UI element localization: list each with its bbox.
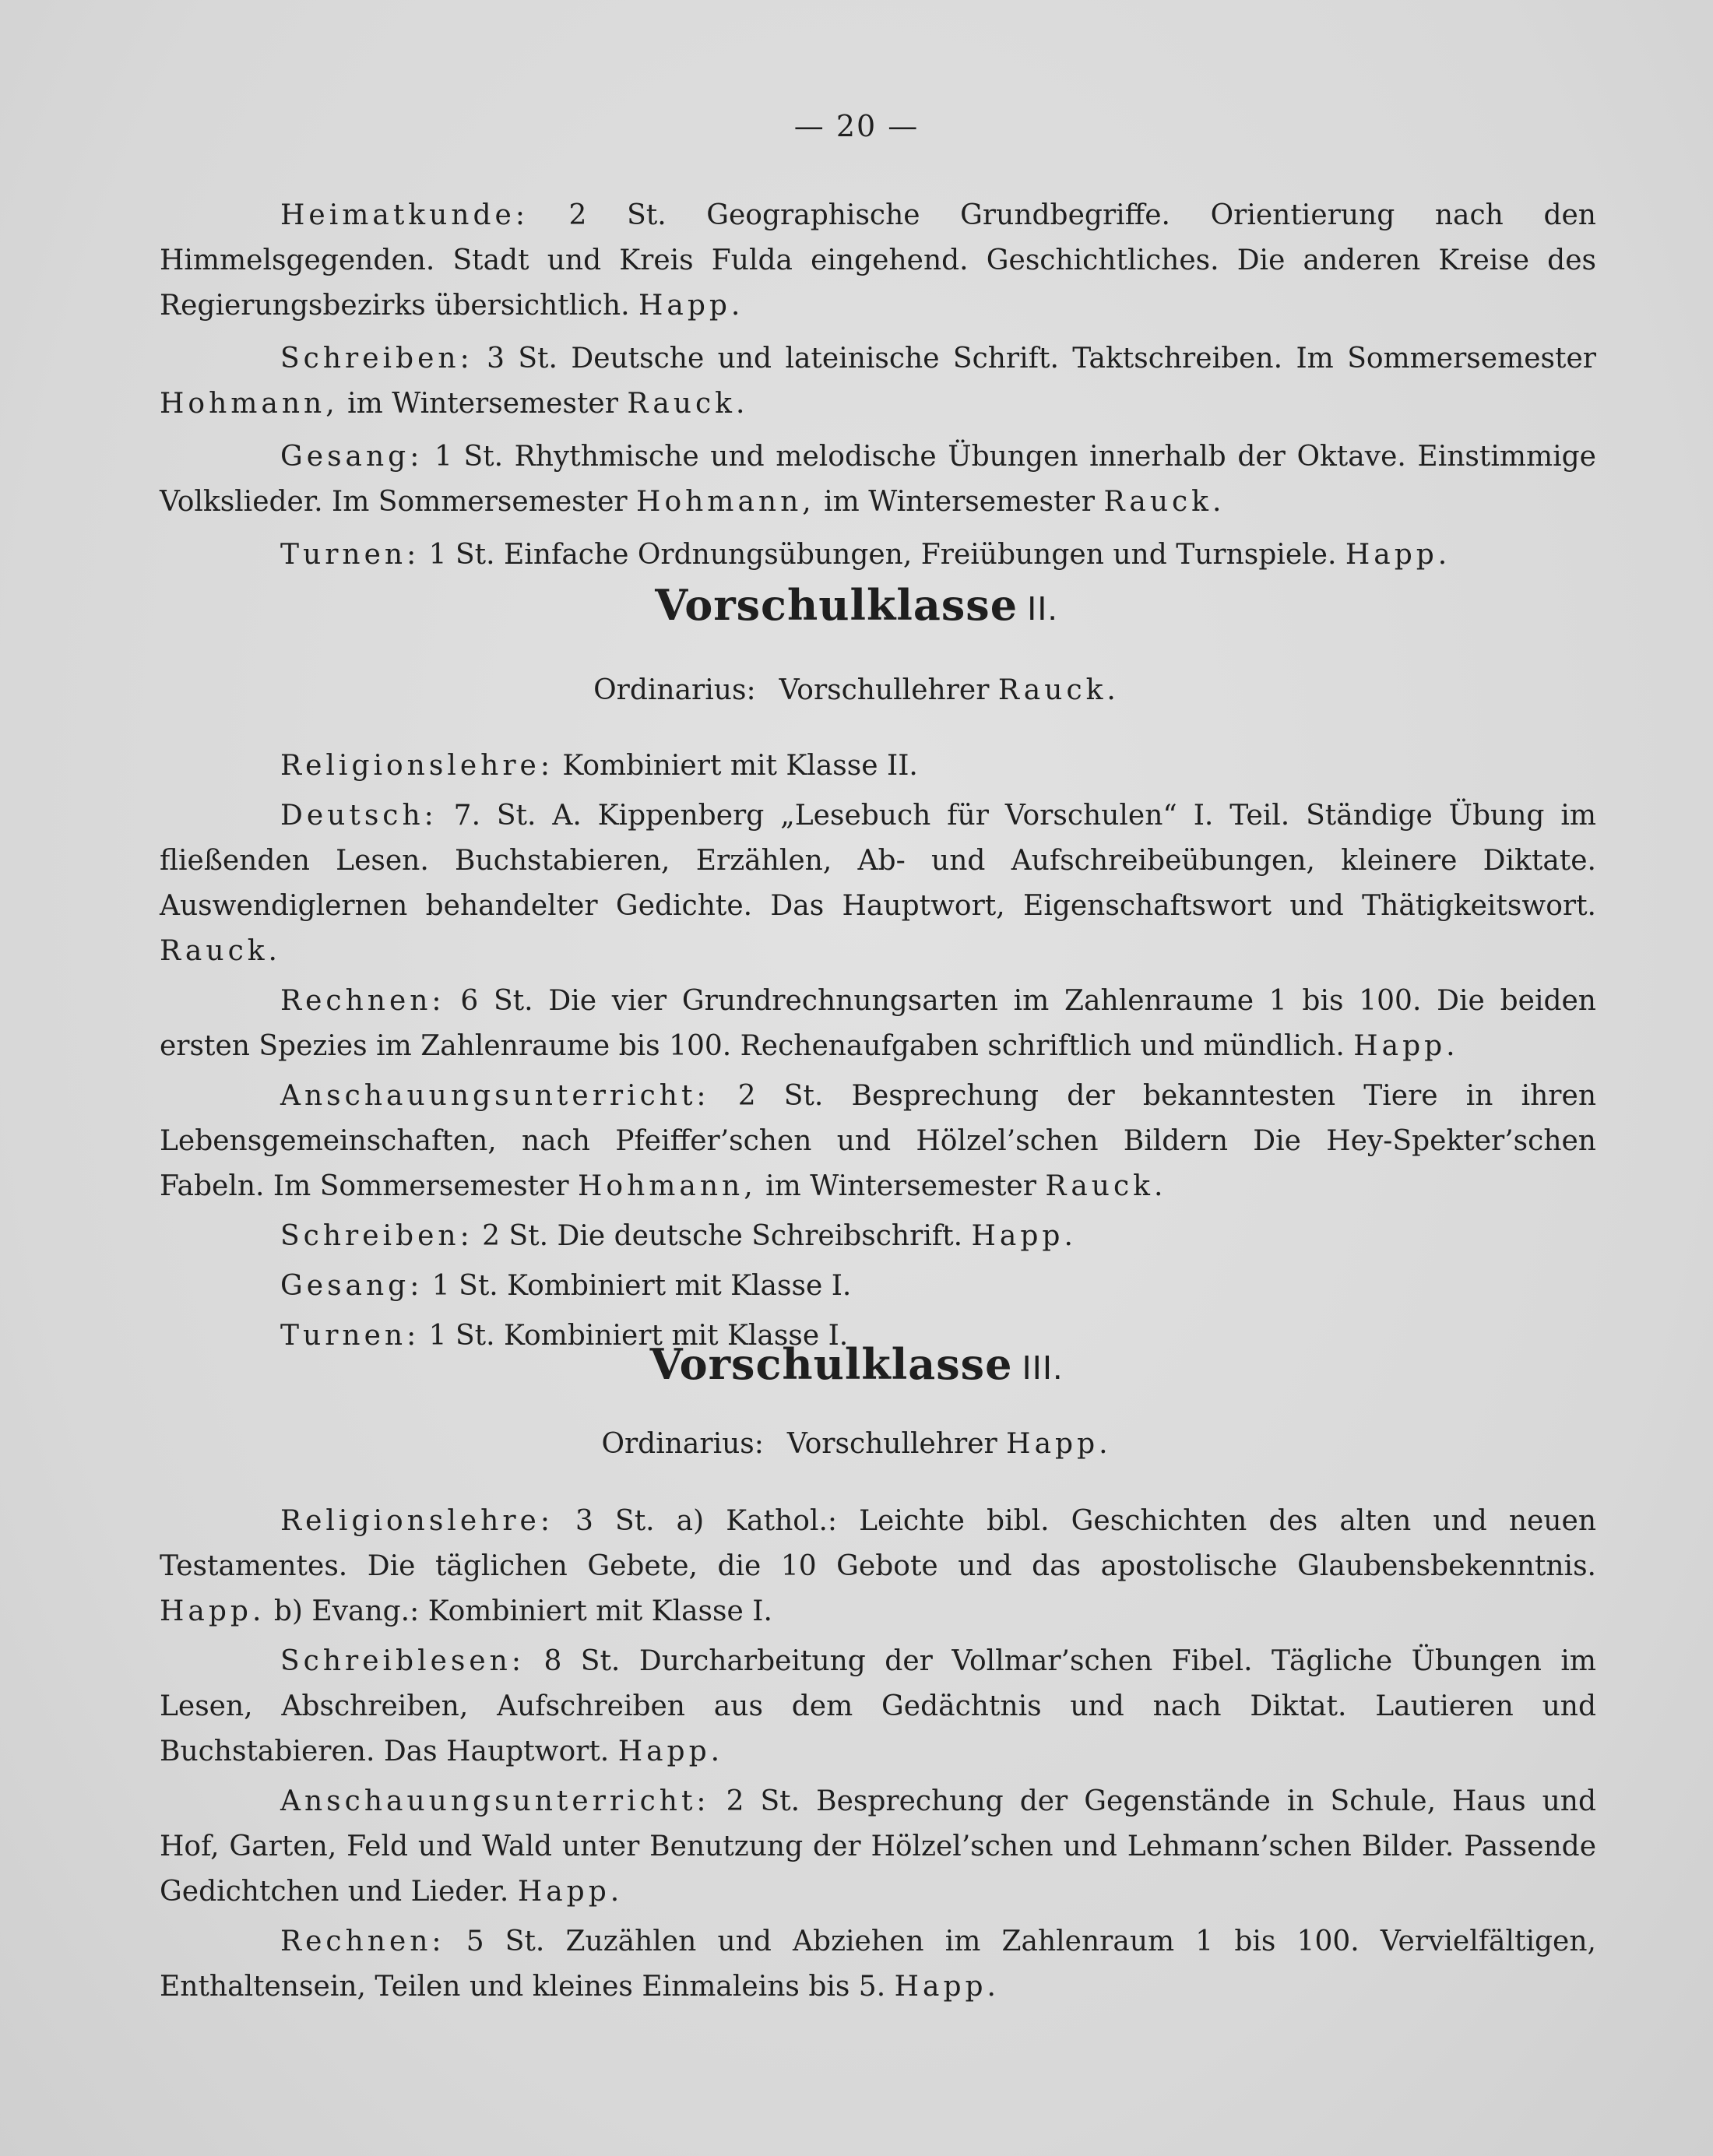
section-heading-text: Vorschulklasse xyxy=(655,580,1018,630)
section-iii-block xyxy=(160,1499,1596,2010)
paragraph-rechnen-iii: Rechnen: 5 St. Zuzählen und Abziehen im Zahlenraum 1 bis 100. Vervielfältigen, Enthaltensein, Teilen und kleines Einmaleins bis 5. Happ. xyxy=(160,1926,1596,2003)
paragraph-turnen: Turnen: 1 St. Einfache Ordnungsübungen, Freiübungen und Turnspiele. Happ. xyxy=(280,539,1451,571)
paragraph-deutsch: Deutsch: 7. St. A. Kippenberg „Lesebuch für Vorschulen“ I. Teil. Ständige Übung im fließenden Lesen. Buchstabieren, Erzählen, Ab- und Aufschreibeübungen, kleinere Diktate. Auswendiglernen behandelter Gedichte. Das Hauptwort, Eigenschaftswort und Thätigkeitswort. Rauck. xyxy=(160,800,1596,967)
paragraph-anschauungsunterricht: Anschauungsunterricht: 2 St. Besprechung der bekanntesten Tiere in ihren Lebensgemeinschaften, nach Pfeiffer’schen und Hölzel’schen Bildern Die Hey-Spekter’schen Fabeln. Im Sommersemester Hohmann, im Wintersemester Rauck. xyxy=(160,1080,1596,1202)
paragraph-schreiben-ii: Schreiben: 2 St. Die deutsche Schreibschrift. Happ. xyxy=(280,1220,1077,1252)
ordinarius-ii: Ordinarius: Vorschullehrer Rauck. xyxy=(593,674,1120,706)
page-number: — 20 — xyxy=(793,109,920,143)
paragraph-religionslehre-iii: Religionslehre: 3 St. a) Kathol.: Leichte bibl. Geschichten des alten und neuen Testamentes. Die täglichen Gebete, die 10 Gebote und das apostolische Glaubensbekenntnis. Happ. b) Evang.: Kombiniert mit Klasse I. xyxy=(160,1505,1596,1627)
paragraph-anschauungsunterricht-iii: Anschauungsunterricht: 2 St. Besprechung der Gegenstände in Schule, Haus und Hof, Garten, Feld und Wald unter Benutzung der Hölzel’schen und Lehmann’schen Bilder. Passende Gedichtchen und Lieder. Happ. xyxy=(160,1785,1596,1908)
section-heading-roman: II. xyxy=(1027,589,1058,628)
section-ii-block xyxy=(160,744,1596,1359)
section-heading-roman: III. xyxy=(1022,1349,1064,1387)
paragraph-religionslehre: Religionslehre: Kombiniert mit Klasse II. xyxy=(280,750,918,782)
paragraph-rechnen: Rechnen: 6 St. Die vier Grundrechnungsarten im Zahlenraume 1 bis 100. Die beiden ersten Spezies im Zahlenraume bis 100. Rechenaufgaben schriftlich und mündlich. Happ. xyxy=(160,985,1596,1062)
paragraph-schreiblesen: Schreiblesen: 8 St. Durcharbeitung der Vollmar’schen Fibel. Tägliche Übungen im Lesen, Abschreiben, Aufschreiben aus dem Gedächtnis und nach Diktat. Lautieren und Buchstabieren. Das Hauptwort. Happ. xyxy=(160,1645,1596,1767)
section-heading-ii xyxy=(0,580,1713,630)
paragraph-turnen-ii: Turnen: 1 St. Kombiniert mit Klasse I. xyxy=(280,1320,849,1352)
paragraph-gesang-ii: Gesang: 1 St. Kombiniert mit Klasse I. xyxy=(280,1270,852,1302)
paragraph-gesang: Gesang: 1 St. Rhythmische und melodische Übungen innerhalb der Oktave. Einstimmige Volkslieder. Im Sommersemester Hohmann, im Wintersemester Rauck. xyxy=(160,441,1596,518)
paragraph-schreiben: Schreiben: 3 St. Deutsche und lateinische Schrift. Taktschreiben. Im Sommersemester Hohmann, im Wintersemester Rauck. xyxy=(160,343,1596,420)
section-heading-iii xyxy=(0,1339,1713,1389)
ordinarius-iii: Ordinarius: Vorschullehrer Happ. xyxy=(601,1428,1112,1460)
paragraph-heimatkunde: Heimatkunde: 2 St. Geographische Grundbegriffe. Orientierung nach den Himmelsgegenden. Stadt und Kreis Fulda eingehend. Geschichtliches. Die anderen Kreise des Regierungsbezirks übersichtlich. Happ. xyxy=(160,199,1596,322)
intro-block xyxy=(160,193,1596,578)
section-heading-text: Vorschulklasse xyxy=(649,1339,1013,1389)
